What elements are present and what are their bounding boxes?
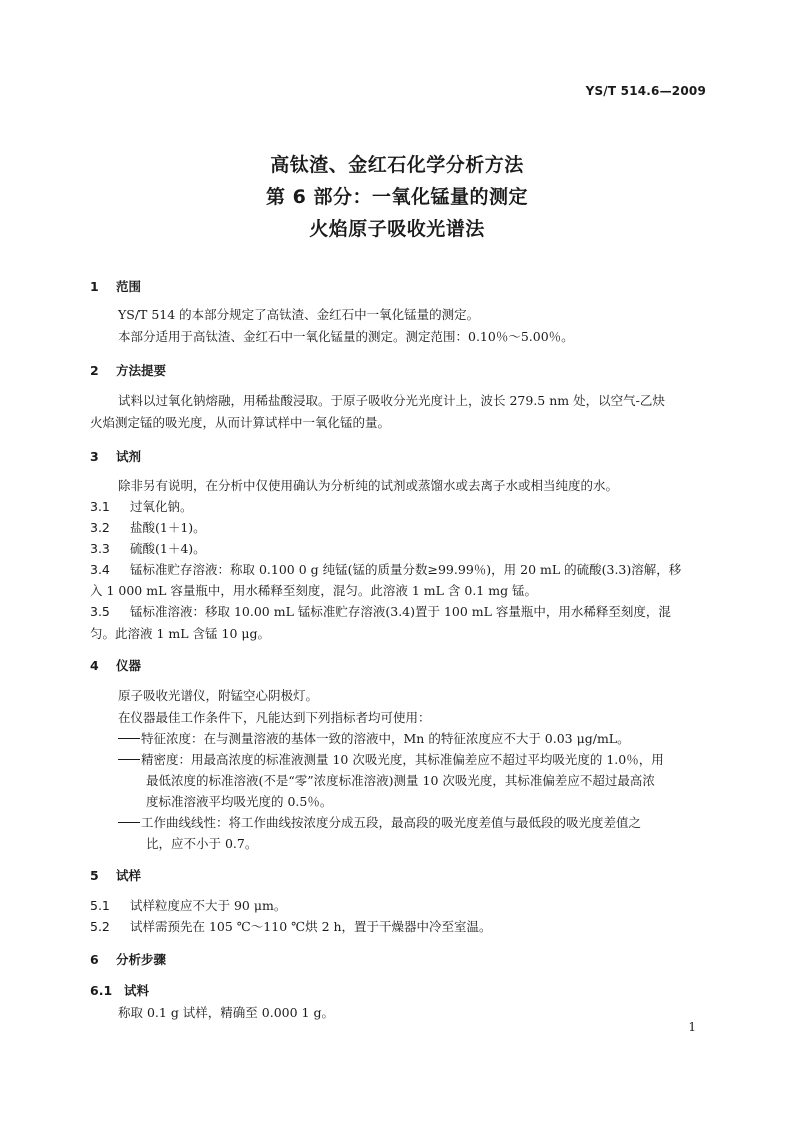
- clause-3-4: 3.4 锰标准贮存溶液：称取 0.100 0 g 纯锰(锰的质量分数≥99.99％)，用 20 mL 的硫酸(3.3)溶解，移: [90, 562, 682, 577]
- title-line-2: 第 6 部分：一氧化锰量的测定: [266, 186, 528, 208]
- paragraph: 原子吸收光谱仪，附锰空心阴极灯。: [118, 688, 319, 703]
- dash-item-2: 精密度：用最高浓度的标准液测量 10 次吸光度，其标准偏差应不超过平均吸光度的 1.0％，用: [118, 750, 664, 768]
- section-title: 范围: [116, 279, 142, 294]
- paragraph: 除非另有说明，在分析中仅使用确认为分析纯的试剂或蒸馏水或去离子水或相当纯度的水。: [118, 478, 619, 493]
- paragraph: 在仪器最佳工作条件下，凡能达到下列指标者均可使用：: [118, 710, 431, 725]
- paragraph: YS/T 514 的本部分规定了高钛渣、金红石中一氧化锰量的测定。: [118, 307, 480, 322]
- section-number: 3: [90, 449, 99, 464]
- dash-bullet: [118, 759, 140, 760]
- section-1-heading: [90, 277, 141, 295]
- section-title: 试样: [116, 868, 142, 883]
- dash-bullet: [118, 822, 140, 823]
- section-5-heading: [90, 866, 141, 884]
- dash-item-3-cont: 比，应不小于 0.7。: [146, 836, 258, 851]
- dash-item-2-cont: 最低浓度的标准溶液(不是“零”浓度标准溶液)测量 10 次吸光度，其标准偏差应不超过最高浓: [146, 773, 655, 788]
- section-2-heading: [90, 361, 166, 379]
- section-4-heading: [90, 656, 141, 674]
- subsection-number: 6.1: [90, 983, 113, 998]
- clause-3-1: 3.1 过氧化钠。: [90, 499, 193, 514]
- paragraph: 称取 0.1 g 试样，精确至 0.000 1 g。: [118, 1005, 334, 1020]
- section-6-heading: [90, 950, 166, 968]
- clause-3-4-cont: 入 1 000 mL 容量瓶中，用水稀释至刻度，混匀。此溶液 1 mL 含 0.1 mg 锰。: [90, 583, 538, 598]
- dash-item-1: 特征浓度：在与测量溶液的基体一致的溶液中，Mn 的特征浓度应不大于 0.03 μg/mL。: [118, 729, 630, 747]
- dash-bullet: [118, 738, 140, 739]
- clause-5-2: 5.2 试样需预先在 105 ℃～110 ℃烘 2 h，置于干燥器中冷至室温。: [90, 919, 492, 934]
- paragraph-line: 试料以过氧化钠熔融，用稀盐酸浸取。于原子吸收分光光度计上，波长 279.5 nm 处，以空气-乙炔: [118, 393, 665, 408]
- title-line-1: 高钛渣、金红石化学分析方法: [270, 154, 524, 176]
- section-title: 试剂: [116, 449, 142, 464]
- clause-3-5: 3.5 锰标准溶液：移取 10.00 mL 锰标准贮存溶液(3.4)置于 100 mL 容量瓶中，用水稀释至刻度，混: [90, 604, 671, 619]
- section-number: 1: [90, 279, 99, 294]
- section-number: 2: [90, 363, 99, 378]
- section-number: 5: [90, 868, 99, 883]
- section-title: 方法提要: [116, 363, 167, 378]
- dash-item-3: 工作曲线线性：将工作曲线按浓度分成五段，最高段的吸光度差值与最低段的吸光度差值之: [118, 813, 641, 831]
- clause-3-3: 3.3 硫酸(1＋4)。: [90, 541, 206, 556]
- subsection-6-1-heading: [90, 981, 149, 999]
- section-title: 分析步骤: [116, 952, 167, 967]
- paragraph: 本部分适用于高钛渣、金红石中一氧化锰量的测定。测定范围：0.10％～5.00％。: [118, 329, 574, 344]
- section-title: 仪器: [116, 658, 142, 673]
- section-number: 4: [90, 658, 99, 673]
- paragraph-line: 火焰测定锰的吸光度，从而计算试样中一氧化锰的量。: [90, 415, 391, 430]
- section-number: 6: [90, 952, 99, 967]
- subsection-title: 试料: [124, 983, 150, 998]
- clause-3-5-cont: 匀。此溶液 1 mL 含锰 10 μg。: [90, 626, 271, 641]
- clause-5-1: 5.1 试样粒度应不大于 90 μm。: [90, 898, 287, 913]
- page-number: 1: [688, 1020, 696, 1034]
- clause-3-2: 3.2 盐酸(1＋1)。: [90, 520, 206, 535]
- standard-number: YS/T 514.6—2009: [585, 84, 706, 98]
- section-3-heading: [90, 447, 141, 465]
- dash-item-2-cont: 度标准溶液平均吸光度的 0.5％。: [146, 794, 333, 809]
- title-line-3: 火焰原子吸收光谱法: [309, 218, 485, 240]
